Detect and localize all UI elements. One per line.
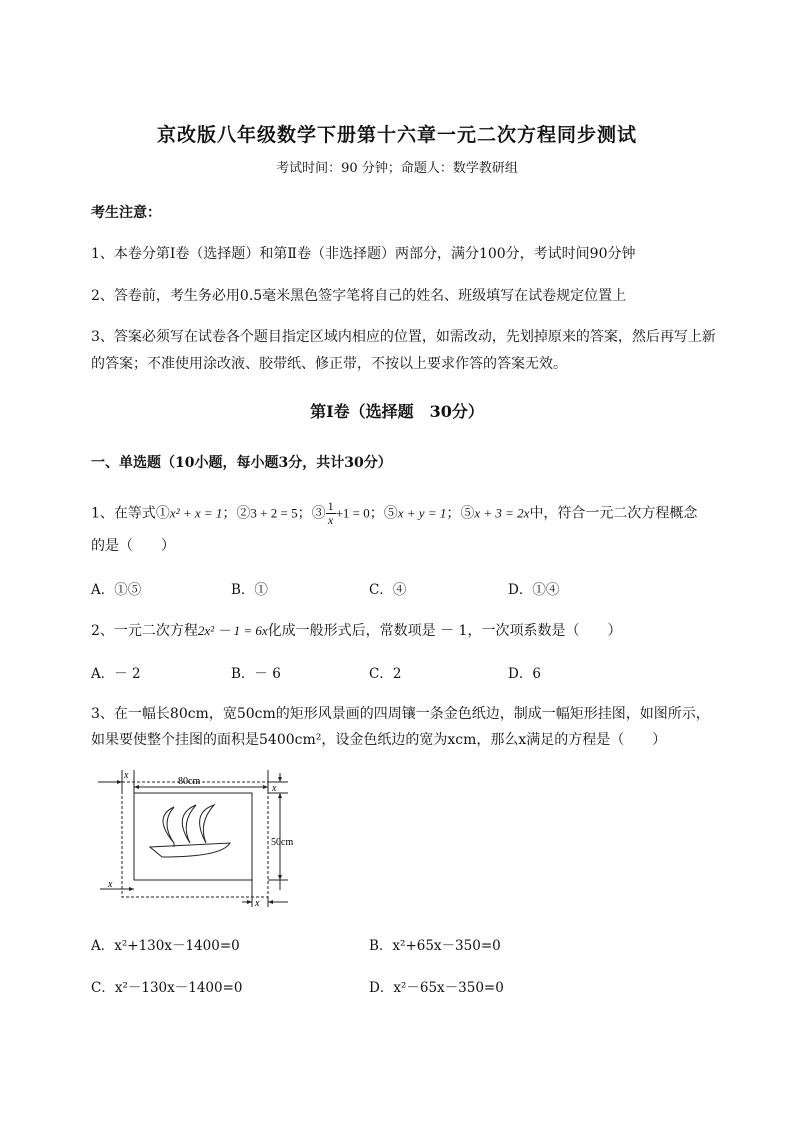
- q3-figure: [90, 765, 310, 915]
- notice-heading: 考生注意：: [91, 205, 161, 221]
- notice-item-3: 3、答案必须写在试卷各个题目指定区域内相应的位置，如需改动，先划掉原来的答案，然后再写上新: [91, 329, 716, 345]
- q2-text-end: 化成一般形式后，常数项是 － 1，一次项系数是（ ）: [267, 623, 622, 639]
- notice-item-3-cont: 的答案；不准使用涂改液、胶带纸、修正带，不按以上要求作答的答案无效。: [91, 356, 567, 372]
- q1-sep: ；⑤: [446, 505, 475, 522]
- question-2: [91, 620, 621, 640]
- q2-text: 2、一元二次方程: [91, 623, 198, 639]
- q1-frac-num: 1: [327, 499, 334, 513]
- q1-option-d[interactable]: D．①④: [508, 582, 560, 598]
- q1-eq-4: x + y = 1: [397, 505, 447, 521]
- q1-line-2: 的是（ ）: [91, 538, 175, 554]
- fig-x-bottom: x: [255, 898, 260, 909]
- q1-eq-5: x + 3 = 2x: [474, 505, 530, 521]
- q1-text: 1、在等式①: [91, 505, 170, 522]
- fig-x-left: x: [108, 879, 113, 890]
- q1-sep: ；②: [222, 505, 251, 522]
- q1-fraction: [326, 500, 336, 527]
- q1-sep: ；③: [297, 505, 326, 522]
- q3-option-d[interactable]: D．x²－65x－350=0: [369, 980, 504, 996]
- fig-width-label: 80cm: [178, 776, 201, 787]
- fig-x-top: x: [124, 770, 129, 781]
- q1-option-a[interactable]: A．①⑤: [91, 582, 142, 598]
- q1-eq-1: x² + x = 1: [169, 505, 223, 521]
- q1-option-b[interactable]: B．①: [231, 582, 268, 598]
- q3-option-b[interactable]: B．x²+65x－350=0: [369, 938, 501, 954]
- q3-option-c[interactable]: C．x²－130x－1400=0: [91, 980, 243, 996]
- q2-option-a[interactable]: A．－ 2: [91, 666, 141, 682]
- q1-sep: ；⑤: [369, 505, 398, 522]
- q1-eq-3: +1 = 0: [335, 505, 370, 521]
- part-heading: 一、单选题（10小题，每小题3分，共计30分）: [91, 455, 392, 471]
- q2-option-b[interactable]: B．－ 6: [231, 666, 281, 682]
- question-1: [91, 500, 697, 527]
- notice-item-2: 2、答卷前，考生务必用0.5毫米黑色签字笔将自己的姓名、班级填写在试卷规定位置上: [91, 288, 627, 304]
- exam-info: 考试时间：90 分钟；命题人：数学教研组: [276, 161, 518, 176]
- q1-frac-den: x: [327, 513, 334, 527]
- page-title: 京改版八年级数学下册第十六章一元二次方程同步测试: [156, 124, 637, 146]
- q2-option-c[interactable]: C．2: [369, 666, 402, 682]
- q1-eq-2: 3 + 2 = 5: [250, 505, 298, 521]
- question-3-line-1: 3、在一幅长80cm，宽50cm的矩形风景画的四周镶一条金色纸边，制成一幅矩形挂图，如图所示，: [91, 706, 710, 722]
- question-3-line-2: 如果要使整个挂图的面积是5400cm²，设金色纸边的宽为xcm，那么x满足的方程是（ ）: [91, 732, 667, 748]
- q2-option-d[interactable]: D．6: [508, 666, 541, 682]
- notice-item-1: 1、本卷分第I卷（选择题）和第Ⅱ卷（非选择题）两部分，满分100分，考试时间90分钟: [91, 246, 636, 262]
- q1-option-c[interactable]: C．④: [369, 582, 407, 598]
- fig-height-label: 50cm: [271, 837, 294, 848]
- q1-text-end: 中，符合一元二次方程概念: [529, 505, 698, 522]
- q3-option-a[interactable]: A．x²+130x－1400=0: [91, 938, 240, 954]
- fig-x-right: x: [272, 783, 277, 794]
- q2-equation: 2x² － 1 = 6x: [197, 623, 268, 638]
- section-heading: 第I卷（选择题 30分）: [310, 402, 484, 421]
